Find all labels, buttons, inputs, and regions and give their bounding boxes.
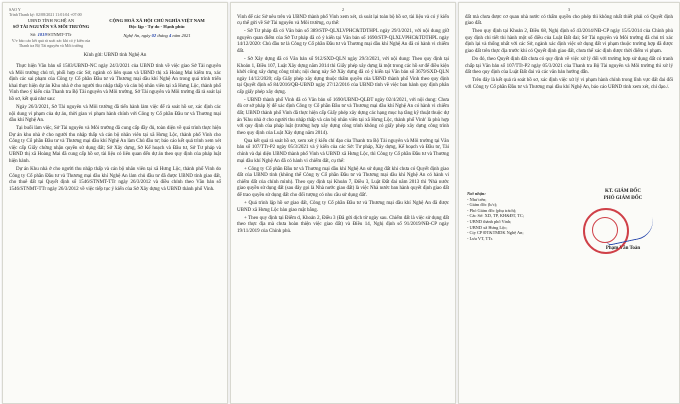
- body-paragraph: - Sở Tư pháp đã có Văn bản số 389/STP-QLXLVPHC&TDTHPL ngày 29/3/2021, với nội dung giữ nguyên quan điểm của Sở Tư pháp đã có ý kiến tại Văn bản số 1690/STP-QLXLVPHC&TDTHPL ngày 14/12/2020: Chủ đầu tư là Công ty Cổ phần Đầu tư và Thương mại dầu khí Nghệ An đã có hành vi chiếm đất.: [237, 29, 449, 54]
- recipient-line: Kính gửi: UBND tỉnh Nghệ An: [83, 53, 147, 59]
- recipient-item: - Giám đốc (b/c);: [467, 202, 498, 208]
- place-date: [93, 33, 221, 39]
- signature-block: [575, 189, 671, 253]
- body-paragraph: + Quá trình lập hồ sơ giao đất, Công ty Cổ phần Đầu tư và Thương mại dầu khí Nghệ An đã được UBND xã Hưng Lộc bàn giao mặt bằng.: [237, 200, 449, 213]
- document-number-prefix: Số:: [30, 31, 37, 37]
- page-number: 2: [341, 7, 345, 12]
- body-paragraph: Qua kết quả rà soát hồ sơ, xem xét ý kiến chỉ đạo của Thanh tra Bộ Tài nguyên và Môi trường tại Văn bản số 107/TTr-P2 ngày 05/3/2021 và ý kiến của các Sở: Tư pháp, Xây dựng, Kế hoạch và Đầu tư, Tài chính và đại diện UBND thành phố Vinh và UBND xã Hưng Lộc, thì Công ty Cổ phần Đầu tư và Thương mại dầu khí Nghệ An đã có hành vi chiếm đất, cụ thể:: [237, 138, 449, 164]
- recipient-item: - Cty CP ĐT&TMDK Nghệ An;: [467, 230, 524, 236]
- recipient-item: - UBND thành phố Vinh;: [467, 218, 512, 224]
- national-title: CỘNG HOÀ XÃ HỘI CHỦ NGHĨA VIỆT NAM: [109, 18, 205, 23]
- body-paragraph: Theo quy định tại Khoản 2, Điều 68, Nghị định số 43/2014/NĐ-CP ngày 15/5/2014 của Chính phủ quy định chi tiết thi hành một số điều của Luật Đất đai; Sở Tài nguyên và Môi trường đã chủ trì xác định lại và thống nhất với các Sở, ngành xác định việc sử dụng đất vi phạm thuộc trường hợp đã được giao đất trên thực địa trước khi có Quyết định giao đất, chưa thể xác định được thời điểm vi phạm.: [465, 29, 673, 54]
- agency-parent: UBND TỈNH NGHỆ AN: [27, 18, 75, 23]
- body-paragraph: Trên đây là kết quả rà soát hồ sơ, xác định việc xử lý vi phạm hành chính trong lĩnh vực đất đai đối với Công ty Cổ phần Đầu tư và Thương mại dầu khí Nghệ An, báo cáo UBND tỉnh xem xét, chỉ đạo./.: [465, 78, 673, 90]
- sign-role-1: KT. GIÁM ĐỐC: [605, 189, 641, 194]
- page-number: 3: [567, 7, 571, 12]
- place-date-suffix: năm 2021: [172, 32, 191, 38]
- recipient-item: - Như trên;: [467, 196, 487, 202]
- recipient-item: - Các Sở: XD, TP, KH&ĐT, TC;: [467, 213, 525, 219]
- place-date-mid: tháng: [157, 32, 168, 38]
- recipient-item: - UBND xã Hưng Lộc;: [467, 224, 508, 230]
- body-paragraph: Do đó, theo Quyết định đất chưa có quy định về việc xử lý đối với trường hợp sử dụng đất có tranh chấp tại Văn bản số 107/TTr-P2 ngày 05/3/2021 của Thanh tra Bộ Tài nguyên và Môi trường thì xử lý đất theo quy định của Luật Đất đai và các văn bản hướng dẫn.: [465, 56, 673, 76]
- document-number: [9, 32, 93, 38]
- stamp-area: [575, 202, 671, 246]
- document-page-2: [230, 2, 456, 404]
- body-paragraph: - Sở Xây dựng đã có Văn bản số 912/SXD-QLN ngày 29/3/2021, với nội dung: Theo quy định tại Khoản 1, Điều 107, Luật Xây dựng năm 2014 thì Giấy phép xây dựng là một trong các hồ sơ để điều kiện khởi công xây dựng công trình; nội dung này Sở Xây dựng đã có ý kiến tại Văn bản số 3679/SXD-QLN ngày 14/12/2020; cấp Giấy phép xây dựng thuộc thẩm quyền của UBND thành phố Vinh theo quy định tại Quyết định số 84/2016/QĐ-UBND ngày 27/12/2016 của UBND tỉnh về việc ban hành quy định phân cấp giấy phép xây dựng.: [237, 56, 449, 95]
- recipients-title: Nơi nhận:: [467, 191, 486, 196]
- sign-role-2: PHÓ GIÁM ĐỐC: [603, 195, 643, 201]
- body-paragraph: + Theo quy định tại Điểm d, Khoản 2, Điều 3 (Đã gửi dịch từ ngày sau. Chiếm đất là việc sử dụng đất theo thực địa mà chưa hoàn thiện việc giao đất) và Điều 14, Nghị định số 91/2019/NĐ-CP ngày 19/11/2019 của Chính phủ.: [237, 215, 449, 234]
- place-date-day: 02: [151, 32, 157, 38]
- recipient-item: - Phó Giám đốc (phụ trách);: [467, 207, 517, 213]
- body-paragraph: Dự án Khu nhà ở cho người thu nhập thấp và cán bộ nhân viên tại xã Hưng Lộc, thành phố Vinh do Công ty Cổ phần Đầu tư và Thương mại dầu khí Nghệ An làm chủ đầu tư đã được UBND tỉnh giao đất, cho thuê đất tại Quyết định số 1546/STNMT-TTr ngày 26/3/2012 và điều chỉnh theo Văn bản số 1546/STNMT-TTr ngày 26/3/2012 về việc tiếp tục ý kiến của Sở Xây dựng và UBND thành phố Vinh.: [9, 167, 221, 192]
- document-page-1: [2, 2, 228, 404]
- agency-name: SỞ TÀI NGUYÊN VÀ MÔI TRƯỜNG: [12, 23, 90, 29]
- body-paragraph: Vinh để các Sở nêu trên và UBND thành phố Vinh xem xét, rà soát lại toàn bộ hồ sơ, tài liệu và có ý kiến cụ thể gửi về Sở Tài nguyên và Môi trường, cụ thể:: [237, 14, 449, 27]
- copy-note: SAO Y: [9, 7, 21, 12]
- place-date-prefix: Nghệ An, ngày: [123, 32, 151, 38]
- place-date-month: 4: [168, 32, 172, 38]
- recipients-block: [465, 191, 565, 241]
- body-paragraph: - UBND thành phố Vinh đã có Văn bản số 1690/UBND-QLĐT ngày 02/4/2021, với nội dung: Chưa đủ cơ sở pháp lý để xác định Công ty Cổ phần Đầu tư và Thương mại dầu khí Nghệ An có hành vi chiếm đất; UBND thành phố Vinh đã thực hiện cấp Giấy phép xây dựng các hạng mục hạ tầng kỹ thuật thuộc dự án 'Khu nhà ở cho người thu nhập thấp và cán bộ nhân viên tại xã Hưng Lộc, thành phố Vinh' là phù hợp với quy định của pháp luật (trường hợp xây dựng công trình không có giấy phép xây dựng công trình theo quy định của Luật Xây dựng năm 2014).: [237, 97, 449, 136]
- national-motto: Độc lập - Tự do - Hạnh phúc: [128, 23, 186, 29]
- national-header: [93, 18, 221, 48]
- document-number-suffix: /STNMT-TTr: [46, 31, 72, 37]
- body-paragraph: Tại buổi làm việc, Sở Tài nguyên và Môi trường đã cung cấp đầy đủ, toàn diện về quá trình thực hiện Dự án khu nhà ở cho người thu nhập thấp và cán bộ nhân viên tại xã Hưng Lộc, thành phố Vinh cho Công ty Cổ phần Đầu tư và Thương mại dầu khí Nghệ An làm Chủ đầu tư; báo cáo kết quả trình xem xét việc cấp Giấy chứng nhận quyền sử dụng đất; Sở Xây dựng, Sở Kế hoạch và Đầu tư, Sở Tư pháp và UBND thị xã Hoàng Mai đã cung cấp hồ sơ, tài liệu có liên quan đến dự án theo quy định của pháp luật hiện hành.: [9, 126, 221, 165]
- copy-note-sign: Trình Thanh ký: 02/08/2021 11:01:04 +07:00: [9, 12, 82, 17]
- body-paragraph: + Công ty Cổ phần Đầu tư và Thương mại dầu khí Nghệ An sử dụng đất khi chưa có Quyết định giao đất của UBND tỉnh (không thể Công ty Cổ phần Đầu tư và Thương mại dầu khí Nghệ An có hành vi chiếm đất của chính mình). Theo quy định tại Khoản 7, Điều 3, Luật Đất đai năm 2013 thì 'Nhà nước giao quyền sử dụng đất (sau đây gọi là Nhà nước giao đất) là việc Nhà nước ban hành quyết định giao đất để trao quyền sử dụng đất cho đối tượng có nhu cầu sử dụng đất'.: [237, 166, 449, 198]
- body-paragraph: đất mà chưa được cơ quan nhà nước có thẩm quyền cho phép thì không nhất thiết phải có Quyết định giao đất.: [465, 14, 673, 27]
- body-paragraph: Ngày 26/3/2021, Sở Tài nguyên và Môi trường đã tiến hành làm việc để rà soát hồ sơ, xác định các nội dung vi phạm của dự án, thời gian vi phạm hành chính với Công ty Cổ phần Đầu tư và Thương mại dầu khí Nghệ An.: [9, 104, 221, 124]
- document-subject: V/v báo cáo kết quả rà soát xác khi có ý kiến của Thanh tra Bộ Tài nguyên và Môi trường: [11, 38, 91, 49]
- document-header: [9, 18, 221, 48]
- signer-name: Phạm Văn Toàn: [605, 246, 641, 252]
- agency-header: [9, 18, 93, 48]
- recipient-item: - Lưu VT, TTr.: [467, 235, 494, 241]
- document-page-3: [458, 2, 680, 404]
- body-paragraph: Thực hiện Văn bản số 1583/UBND-NC ngày 24/3/2021 của UBND tỉnh về việc giao Sở Tài nguyên và Môi trường chủ trì, phối hợp các Sở, ngành có liên quan và UBND thị xã Hoàng Mai kiểm tra, xác định các sai phạm của Công ty Cổ phần Đầu tư và Thương mại dầu khí Nghệ An trong quá trình triển khai thực hiện dự án Khu nhà ở cho người thu nhập thấp và cán bộ nhân viên tại xã Hưng Lộc, thành phố Vinh theo ý kiến của Thanh tra Bộ Tài nguyên và Môi trường, Sở Tài nguyên và Môi trường đã rà soát lại hồ sơ, kết quả như sau:: [9, 63, 221, 102]
- document-number-value: 1819: [37, 31, 47, 37]
